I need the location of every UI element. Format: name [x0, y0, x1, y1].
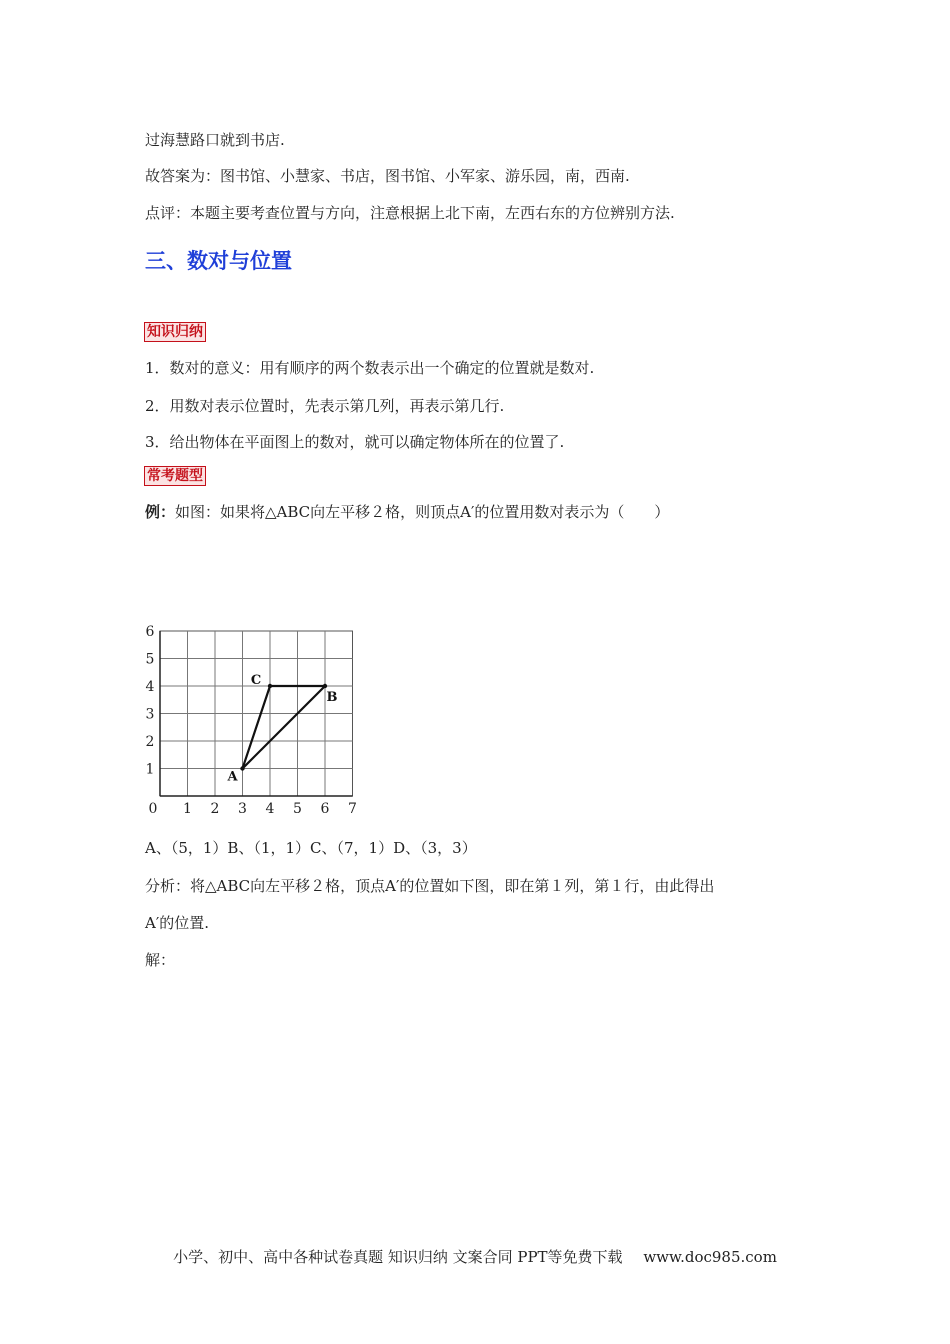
example-text: 如图：如果将△ABC向左平移２格，则顶点A′的位置用数对表示为（ ）: [175, 503, 670, 521]
y-tick-label: 4: [145, 679, 155, 695]
footer-url[interactable]: www.doc985.com: [643, 1248, 777, 1266]
answer-options: A、（5，1）B、（1，1）C、（7，1）D、（3，3）: [145, 839, 477, 857]
x-tick-label: 4: [265, 801, 275, 817]
footer: [0, 1246, 950, 1267]
text-line-3: 点评：本题主要考查位置与方向，注意根据上北下南，左西右东的方位辨别方法.: [145, 204, 675, 222]
x-tick-label: 2: [210, 801, 220, 817]
vertex-point-c: [268, 684, 272, 688]
coordinate-grid-chart: [140, 618, 365, 820]
y-tick-label: 1: [145, 761, 155, 778]
vertex-label-c: C: [250, 673, 262, 688]
y-tick-label: 3: [145, 706, 155, 723]
text-line-1: 过海慧路口就到书店.: [145, 131, 285, 149]
knowledge-item-3: 3．给出物体在平面图上的数对，就可以确定物体所在的位置了.: [145, 433, 565, 451]
grid-lines: [160, 631, 353, 796]
section-title: 三、数对与位置: [145, 249, 292, 273]
vertex-point-b: [323, 684, 327, 688]
footer-text: 小学、初中、高中各种试卷真题 知识归纳 文案合同 PPT等免费下载: [173, 1248, 623, 1266]
text-line-2: 故答案为：图书馆、小慧家、书店，图书馆、小军家、游乐园，南，西南.: [145, 167, 630, 185]
x-tick-label: 1: [183, 801, 192, 817]
x-tick-label: 7: [348, 801, 357, 817]
analysis-line-2: A′的位置.: [145, 914, 210, 932]
vertex-point-a: [240, 766, 244, 770]
tag-common-questions: 常考题型: [144, 466, 206, 486]
y-tick-label: 5: [145, 651, 155, 668]
vertex-label-b: B: [326, 690, 338, 705]
solution-label: 解：: [145, 951, 176, 969]
knowledge-item-1: 1．数对的意义：用有顺序的两个数表示出一个确定的位置就是数对.: [145, 359, 595, 377]
x-tick-label: 0: [148, 801, 158, 817]
tag-knowledge: 知识归纳: [144, 322, 206, 342]
x-tick-label: 3: [238, 801, 247, 817]
x-tick-label: 6: [320, 801, 330, 817]
vertex-label-a: A: [227, 769, 238, 785]
x-tick-label: 5: [293, 801, 302, 817]
knowledge-item-2: 2．用数对表示位置时，先表示第几列，再表示第几行.: [145, 397, 505, 415]
example-label: 例：: [145, 503, 176, 521]
analysis-line-1: 分析：将△ABC向左平移２格，顶点A′的位置如下图，即在第１列，第１行，由此得出: [145, 877, 715, 895]
example-question: [145, 502, 669, 522]
y-tick-label: 2: [145, 734, 155, 750]
y-tick-label: 6: [145, 624, 155, 640]
